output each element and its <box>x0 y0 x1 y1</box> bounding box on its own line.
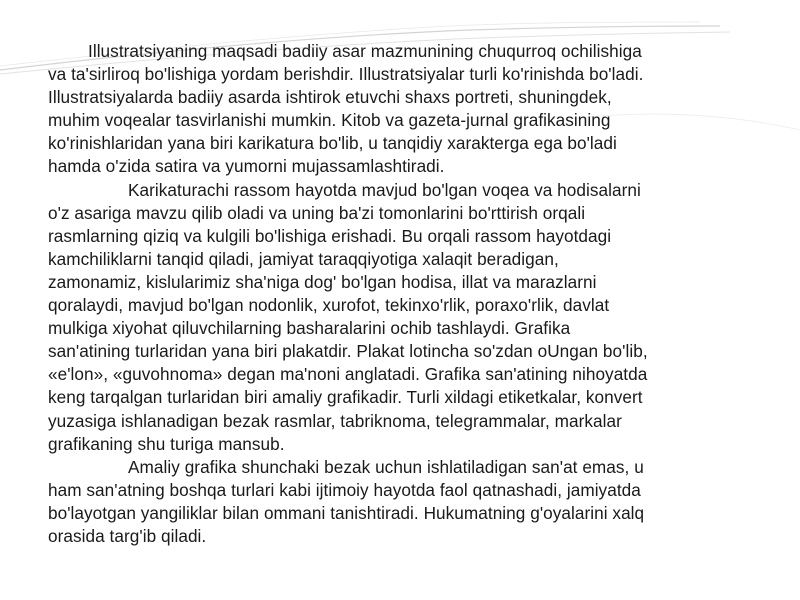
text-line: bo'layotgan yangiliklar bilan ommani tanishtiradi. Hukumatning g'oyalarini xalq <box>48 502 645 523</box>
text-line: grafikaning shu turiga mansub. <box>48 433 285 454</box>
text-line: rasmlarning qiziq va kulgili bo'lishiga erishadi. Bu orqali rassom hayotdagi <box>48 225 612 246</box>
text-line: hamda o'zida satira va yumorni mujassamlashtiradi. <box>48 156 445 177</box>
text-line: «e'lon», «guvohnoma» degan ma'noni anglatadi. Grafika san'atining nihoyatda <box>48 364 648 385</box>
paragraph-3 <box>48 456 764 548</box>
text-line: va ta'sirliroq bo'lishiga yordam berishdir. Illustratsiyalar turli ko'rinishda bo'ladi. <box>48 64 644 85</box>
text-line: Illustratsiyalarda badiiy asarda ishtirok etuvchi shaxs portreti, shuningdek, <box>48 87 612 108</box>
text-line: san'atining turlaridan yana biri plakatdir. Plakat lotincha so'zdan oUngan bo'lib, <box>48 341 648 362</box>
text-line: o'z asariga mavzu qilib oladi va uning ba'zi tomonlarini bo'rttirish orqali <box>48 202 586 223</box>
text-line: Karikaturachi rassom hayotda mavjud bo'lgan voqea va hodisalarni <box>128 179 641 200</box>
text-line: zamonamiz, kislularimiz sha'niga dog' bo'lgan hodisa, illat va marazlarni <box>48 271 597 292</box>
text-line: keng tarqalgan turlaridan biri amaliy grafikadir. Turli xildagi etiketkalar, konvert <box>48 387 643 408</box>
text-line: ham san'atning boshqa turlari kabi ijtimoiy hayotda faol qatnashadi, jamiyatda <box>48 479 641 500</box>
text-line: muhim voqealar tasvirlanishi mumkin. Kitob va gazeta-jurnal grafikasining <box>48 110 611 131</box>
text-line: ko'rinishlaridan yana biri karikatura bo'lib, u tanqidiy xarakterga ega bo'ladi <box>48 133 617 154</box>
text-line: Illustratsiyaning maqsadi badiiy asar mazmunining chuqurroq ochilishiga <box>88 41 642 61</box>
document-body <box>48 40 764 548</box>
text-line: orasida targ'ib qiladi. <box>48 525 207 546</box>
text-line: qoralaydi, mavjud bo'lgan nodonlik, xurofot, tekinxo'rlik, poraxo'rlik, davlat <box>48 295 610 316</box>
paragraph-2 <box>48 179 764 456</box>
text-line: Amaliy grafika shunchaki bezak uchun ishlatiladigan san'at emas, u <box>128 456 644 477</box>
text-line: kamchiliklarni tanqid qiladi, jamiyat taraqqiyotiga xalaqit beradigan, <box>48 248 559 269</box>
text-line: yuzasiga ishlanadigan bezak rasmlar, tabriknoma, telegrammalar, markalar <box>48 410 622 431</box>
text-line: mulkiga xiyohat qiluvchilarning basharalarini ochib tashlaydi. Grafika <box>48 318 571 339</box>
paragraph-1 <box>48 40 764 179</box>
